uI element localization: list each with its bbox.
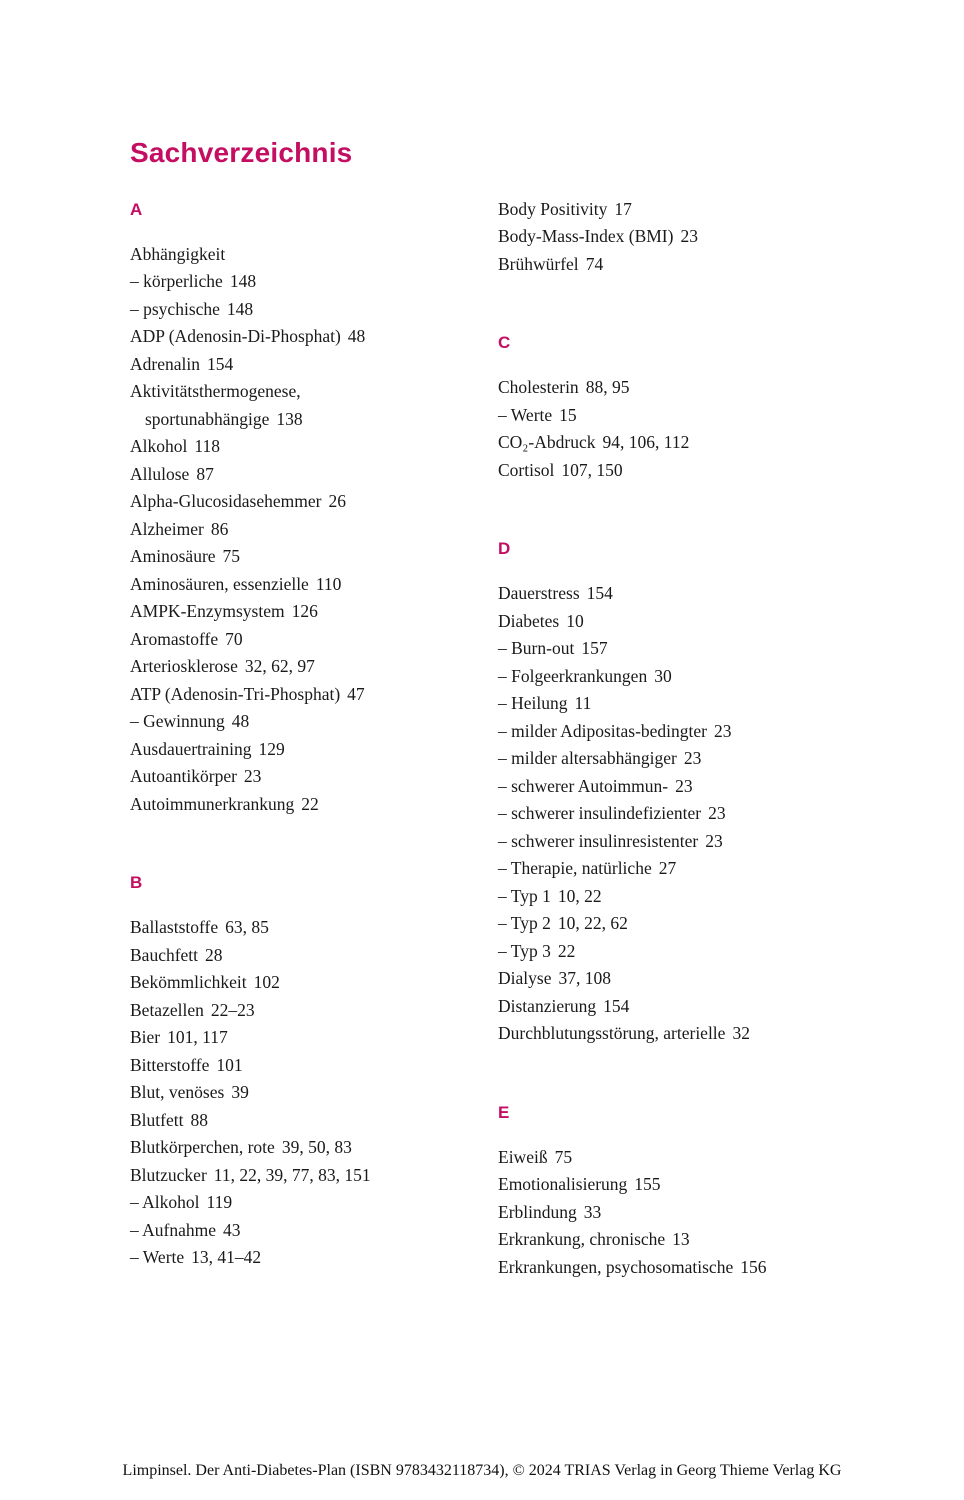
- index-entry: [130, 1052, 498, 1080]
- index-entry: [130, 1079, 498, 1107]
- index-entry: [498, 690, 866, 718]
- index-entry: [498, 1199, 866, 1227]
- entry-pages: 110: [315, 573, 342, 594]
- entry-label: Erkrankungen, psychosomatische: [498, 1256, 734, 1277]
- entry-pages: 27: [658, 858, 677, 879]
- index-entry: [130, 461, 498, 489]
- index-entry: [498, 883, 866, 911]
- entry-pages: 126: [291, 601, 318, 622]
- index-entry: [130, 681, 498, 709]
- entry-pages: 157: [581, 638, 608, 659]
- entry-label: Blutzucker: [130, 1164, 207, 1185]
- entry-label: – schwerer Autoimmun-: [498, 775, 669, 796]
- entry-label: Blutfett: [130, 1109, 184, 1130]
- entry-label: Aminosäuren, essenzielle: [130, 573, 309, 594]
- index-entry: [130, 543, 498, 571]
- index-entry: [130, 268, 498, 296]
- index-entry: [130, 914, 498, 942]
- entry-pages: 15: [559, 404, 577, 425]
- index-entry: [498, 580, 866, 608]
- entry-pages: 154: [206, 353, 234, 374]
- entry-label: Bitterstoffe: [130, 1054, 210, 1075]
- entry-pages: 30: [654, 665, 672, 686]
- index-entry: [130, 378, 498, 406]
- index-entry: [498, 1254, 866, 1282]
- index-section: [498, 196, 866, 279]
- index-entry: [130, 296, 498, 324]
- index-entry: [498, 635, 866, 663]
- index-entry: [130, 351, 498, 379]
- index-entry: [130, 516, 498, 544]
- index-entry: [498, 251, 866, 279]
- entry-pages: 23: [708, 803, 726, 824]
- index-entry: [130, 406, 498, 434]
- entry-label: – Alkohol: [130, 1192, 200, 1213]
- entry-label: ATP (Adenosin-Tri-Phosphat): [130, 683, 341, 704]
- entry-label: – Werte: [130, 1247, 185, 1268]
- entry-pages: 39, 50, 83: [281, 1137, 352, 1158]
- entry-pages: 102: [253, 972, 280, 993]
- entry-pages: 43: [223, 1219, 241, 1240]
- index-entry: [498, 965, 866, 993]
- footer-text: Limpinsel. Der Anti-Diabetes-Plan (ISBN 9783432118734), © 2024 TRIAS Verlag in Georg Thieme Verlag KG: [122, 1462, 842, 1479]
- index-entry: [130, 653, 498, 681]
- entry-label: Autoantikörper: [130, 766, 237, 787]
- index-entry: [498, 718, 866, 746]
- entry-label: Body-Mass-Index (BMI): [498, 226, 674, 247]
- entry-label: Alkohol: [130, 436, 188, 457]
- index-entry: [498, 745, 866, 773]
- entry-label: Allulose: [130, 463, 190, 484]
- entry-pages: 13: [672, 1229, 690, 1250]
- section-letter: C: [498, 333, 511, 353]
- index-entry: [130, 433, 498, 461]
- entry-pages: 32: [732, 1023, 750, 1044]
- index-entry: [130, 997, 498, 1025]
- index-entry: [498, 429, 866, 457]
- entry-label: – schwerer insulinresistenter: [498, 830, 699, 851]
- entry-pages: 47: [347, 683, 365, 704]
- index-entry: [130, 488, 498, 516]
- entry-label: Durchblutungsstörung, arterielle: [498, 1023, 726, 1044]
- entry-pages: 48: [347, 326, 366, 347]
- entry-label: Blut, venöses: [130, 1082, 225, 1103]
- section-letter: D: [498, 539, 511, 559]
- index-entry: [130, 1244, 498, 1272]
- index-entry: [130, 1162, 498, 1190]
- entry-pages: 118: [194, 436, 220, 457]
- entry-pages: 101: [216, 1054, 243, 1075]
- index-entry: [498, 855, 866, 883]
- entry-label: – schwerer insulindefizienter: [498, 803, 702, 824]
- entry-pages: 23: [683, 748, 702, 769]
- entry-pages: 23: [680, 226, 698, 247]
- page-title: Sachverzeichnis: [130, 137, 353, 168]
- entry-label: CO₂-Abdruck: [498, 432, 596, 453]
- entry-pages: 86: [210, 518, 229, 539]
- entry-label: – Typ 2: [498, 913, 551, 934]
- index-column: [130, 196, 498, 1272]
- index-entry: [498, 910, 866, 938]
- entry-label: Dialyse: [498, 968, 552, 989]
- index-entry: [130, 763, 498, 791]
- entry-pages: 156: [740, 1256, 767, 1277]
- entry-pages: 119: [206, 1192, 233, 1213]
- entry-pages: 70: [225, 628, 243, 649]
- entry-label: – Aufnahme: [130, 1219, 217, 1240]
- entry-label: Abhängigkeit: [130, 243, 226, 264]
- index-entry: [130, 1024, 498, 1052]
- index-section: [498, 329, 866, 484]
- entry-label: Bekömmlichkeit: [130, 972, 247, 993]
- index-entry: [498, 993, 866, 1021]
- entry-pages: 154: [586, 583, 613, 604]
- index-entry: [498, 1020, 866, 1048]
- entry-label: Adrenalin: [130, 353, 200, 374]
- entry-label: – körperliche: [130, 271, 223, 292]
- entry-label: – Gewinnung: [130, 711, 225, 732]
- section-letter: A: [130, 199, 143, 219]
- entry-label: Betazellen: [130, 999, 204, 1020]
- entry-pages: 10: [566, 610, 584, 631]
- entry-pages: 26: [328, 491, 346, 512]
- entry-pages: 88, 95: [585, 377, 630, 398]
- index-entry: [130, 571, 498, 599]
- entry-label: – Werte: [498, 404, 553, 425]
- entry-pages: 107, 150: [561, 459, 623, 480]
- entry-pages: 33: [583, 1201, 602, 1222]
- entry-pages: 13, 41–42: [191, 1247, 262, 1268]
- entry-pages: 22: [557, 940, 576, 961]
- entry-label: Dauerstress: [498, 583, 580, 604]
- entry-pages: 22: [301, 793, 319, 814]
- entry-label: Bier: [130, 1027, 161, 1048]
- entry-pages: 94, 106, 112: [602, 432, 690, 453]
- entry-pages: 39: [231, 1082, 249, 1103]
- entry-label: Body Positivity: [498, 198, 608, 219]
- entry-pages: 75: [554, 1146, 573, 1167]
- entry-label: Eiweiß: [498, 1146, 548, 1167]
- entry-label: Aminosäure: [130, 546, 216, 567]
- index-entry: [498, 196, 866, 224]
- index-entry: [498, 773, 866, 801]
- entry-label: Ballaststoffe: [130, 917, 219, 938]
- entry-label: Autoimmunerkrankung: [130, 793, 295, 814]
- entry-label: Aktivitätsthermogenese,: [130, 381, 301, 402]
- entry-pages: 138: [276, 408, 303, 429]
- entry-pages: 101, 117: [167, 1027, 228, 1048]
- entry-label: Arteriosklerose: [130, 656, 238, 677]
- entry-label: – Therapie, natürliche: [498, 858, 652, 879]
- entry-pages: 10, 22, 62: [557, 913, 628, 934]
- entry-label: – Heilung: [498, 693, 568, 714]
- index-entry: [498, 1144, 866, 1172]
- entry-label: Distanzierung: [498, 995, 597, 1016]
- index-entry: [498, 828, 866, 856]
- entry-pages: 148: [229, 271, 257, 292]
- index-entry: [130, 736, 498, 764]
- index-entry: [130, 598, 498, 626]
- entry-pages: 155: [634, 1174, 661, 1195]
- entry-label: AMPK-Enzymsystem: [130, 601, 285, 622]
- index-entry: [498, 374, 866, 402]
- index-column: [498, 196, 866, 1282]
- entry-label: Diabetes: [498, 610, 560, 631]
- entry-pages: 17: [614, 198, 632, 219]
- entry-label: Brühwürfel: [498, 253, 579, 274]
- index-section: [498, 535, 866, 1048]
- entry-label: – milder altersabhängiger: [498, 748, 677, 769]
- entry-pages: 63, 85: [225, 917, 269, 938]
- entry-label: Cortisol: [498, 459, 555, 480]
- entry-pages: 48: [231, 711, 250, 732]
- entry-pages: 87: [196, 463, 214, 484]
- index-section: [130, 196, 498, 819]
- index-entry: [130, 791, 498, 819]
- index-entry: [498, 402, 866, 430]
- entry-pages: 22–23: [210, 999, 255, 1020]
- index-columns: [130, 196, 866, 1282]
- entry-pages: 10, 22: [557, 885, 602, 906]
- entry-label: – Typ 1: [498, 885, 551, 906]
- entry-label: Cholesterin: [498, 377, 579, 398]
- index-entry: [130, 241, 498, 269]
- entry-pages: 37, 108: [558, 968, 611, 989]
- index-section: [130, 869, 498, 1272]
- entry-label: – Typ 3: [498, 940, 551, 961]
- index-entry: [498, 663, 866, 691]
- entry-label: Alpha-Glucosidasehemmer: [130, 491, 322, 512]
- entry-label: – Burn-out: [498, 638, 575, 659]
- index-entry: [130, 1107, 498, 1135]
- entry-label: Erblindung: [498, 1201, 577, 1222]
- index-entry: [130, 626, 498, 654]
- entry-pages: 11: [574, 693, 592, 714]
- entry-label: Aromastoffe: [130, 628, 219, 649]
- index-entry: [498, 223, 866, 251]
- index-entry: [130, 323, 498, 351]
- entry-pages: 28: [205, 944, 223, 965]
- entry-label: Bauchfett: [130, 944, 199, 965]
- entry-pages: 75: [222, 546, 241, 567]
- entry-label: Alzheimer: [130, 518, 204, 539]
- entry-label: – milder Adipositas-bedingter: [498, 720, 707, 741]
- entry-label: Emotionalisierung: [498, 1174, 628, 1195]
- index-entry: [498, 938, 866, 966]
- entry-pages: 88: [190, 1109, 208, 1130]
- entry-pages: 148: [226, 298, 254, 319]
- entry-pages: 74: [585, 253, 604, 274]
- index-entry: [498, 800, 866, 828]
- entry-label: ADP (Adenosin-Di-Phosphat): [130, 326, 341, 347]
- index-entry: [130, 969, 498, 997]
- entry-pages: 23: [675, 775, 693, 796]
- index-entry: [498, 1226, 866, 1254]
- index-entry: [498, 457, 866, 485]
- entry-pages: 154: [603, 995, 630, 1016]
- index-entry: [498, 1171, 866, 1199]
- index-entry: [130, 1217, 498, 1245]
- entry-label: – psychische: [130, 298, 220, 319]
- index-entry: [130, 942, 498, 970]
- entry-pages: 23: [705, 830, 723, 851]
- entry-pages: 129: [258, 738, 285, 759]
- entry-pages: 23: [243, 766, 262, 787]
- index-section: [498, 1099, 866, 1282]
- index-entry: [130, 1134, 498, 1162]
- index-entry: [130, 708, 498, 736]
- entry-pages: 23: [714, 720, 732, 741]
- section-letter: E: [498, 1102, 510, 1122]
- section-letter: B: [130, 873, 143, 893]
- entry-label: Blutkörperchen, rote: [130, 1137, 275, 1158]
- entry-pages: 32, 62, 97: [244, 656, 315, 677]
- entry-label: – Folgeerkrankungen: [498, 665, 648, 686]
- index-entry: [498, 608, 866, 636]
- entry-label: sportunabhängige: [145, 408, 270, 429]
- entry-label: Erkrankung, chronische: [498, 1229, 666, 1250]
- entry-pages: 11, 22, 39, 77, 83, 151: [213, 1164, 371, 1185]
- index-entry: [130, 1189, 498, 1217]
- entry-label: Ausdauertraining: [130, 738, 252, 759]
